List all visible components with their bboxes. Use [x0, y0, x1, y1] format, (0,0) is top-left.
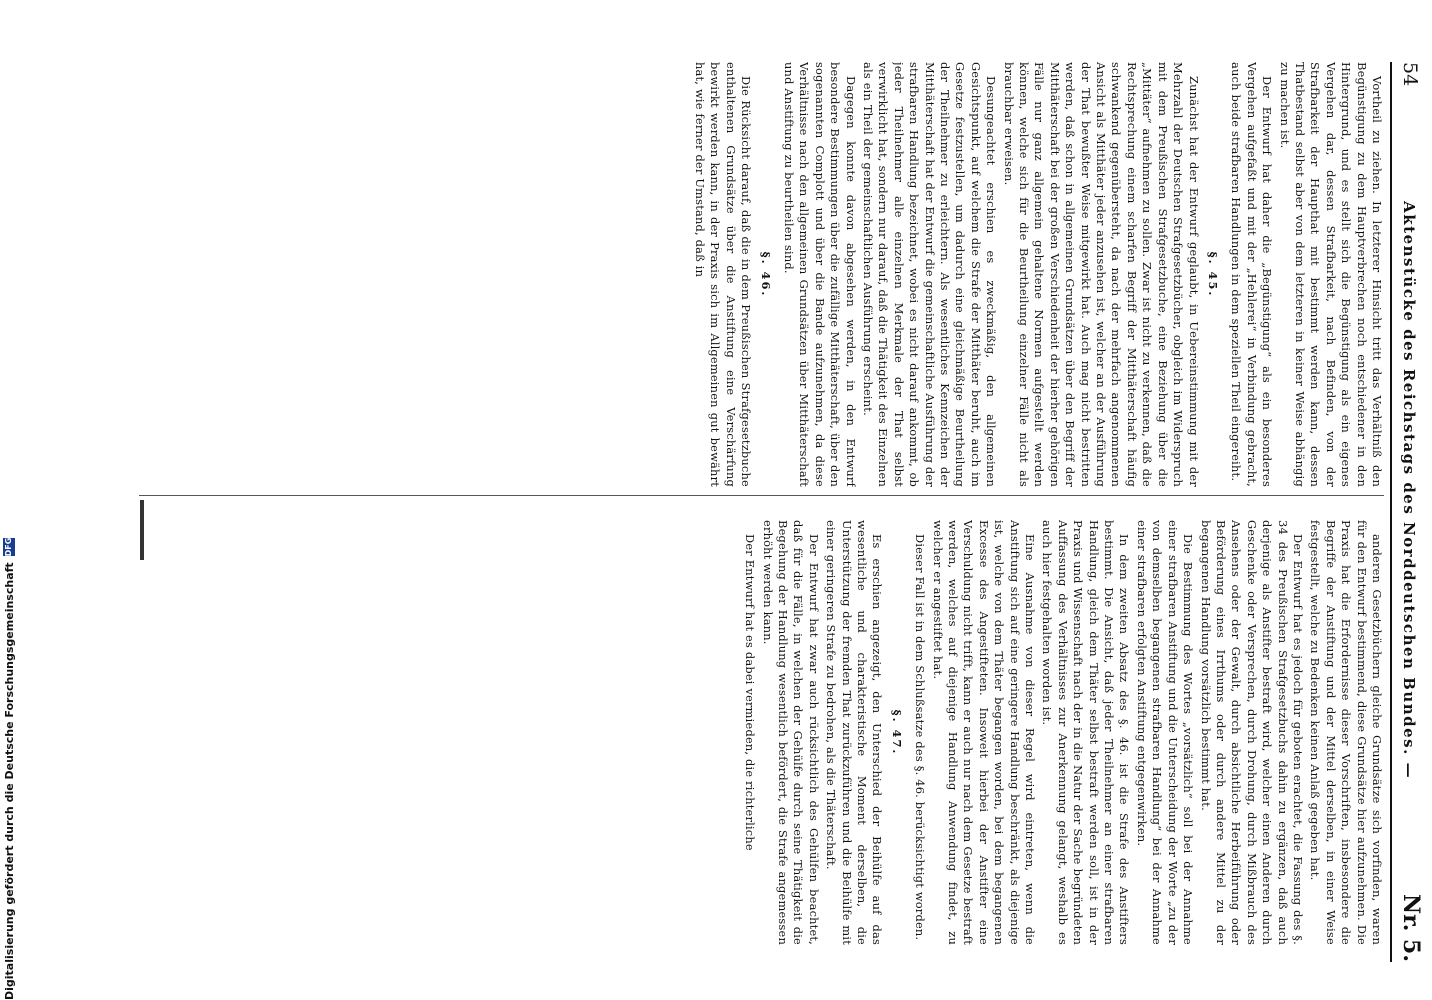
paragraph: Der Entwurf hat es dabei vermieden, die richterliche [743, 534, 758, 851]
right-column [109, 520, 1384, 945]
running-title-text: Aktenstücke des Reichstags des Norddeutschen Bundes. [1400, 201, 1418, 756]
paragraph: Dieser Fall ist in dem Schlußsatze des §. 46. berücksichtigt worden. [913, 534, 928, 941]
paragraph: Der Entwurf hat es jedoch für geboten erachtet, die Fassung des §. 34 des Preußischen Strafgesetzbuchs dahin zu ergänzen, daß auch derjenige als Anstifter bestraft wird, welcher einen Anderen durch Geschenke oder Versprechen, durch Drohung, durch Mißbrauch des Ansehens oder der Gewalt, durch absichtliche Herbeiführung oder Beförderung eines Irrthums oder durch andere Mittel zu der begangenen Handlung vorsätzlich bestimmt hat. [1198, 520, 1305, 945]
section-heading: §. 47. [889, 709, 904, 756]
paragraph: Dagegen konnte davon abgesehen werden, in den Entwurf besondere Bestimmungen über die zufällige Mitthäterschaft, über den sogenannten Complott und über die Bande aufzunehmen, da diese Verhältnisse nach den allgemeinen Grundsätzen über Mitthäterschaft und Anstiftung zu beurtheilen sind. [781, 62, 858, 487]
title-dash: — [1400, 762, 1418, 780]
paragraph: Vortheil zu ziehen. In letzterer Hinsicht tritt das Verhältniß den Begünstigung zu dem Hauptverbrechen noch entschiedener in den Hintergrund, und es stellt sich die Begünstigung als ein eigenes Vergehen dar, dessen Strafbarkeit, nach Befinden, von der Strafbarkeit der Haupthat mit bestimmt werden kann, dessen Thatbestand selbst aber von dem letzteren in keiner Weise abhängig zu machen ist. [1277, 62, 1384, 487]
paragraph: Es erschien angezeigt, den Unterschied der Beihülfe auf das wesentliche und charakteristische Moment derselben, die Unterstützung der fremden That zurückzuführen und die Beihülfe mit einer geringeren Strafe zu bedrohen, als die Thäterschaft. [824, 520, 885, 945]
section-heading: §. 46. [758, 251, 773, 298]
paragraph: Eine Ausnahme von dieser Regel wird eintreten, wenn die Anstiftung sich auf eine geringere Handlung beschränkt, als diejenige ist, welche von dem Thäter begangen worden, bei dem begangenen Excesse des Angestifteten. Insoweit hierbei der Anstifter eine Verschuldung nicht trifft, kann er auch nur nach dem Gesetze bestraft werden, welches auf diejenige Handlung Anwendung findet, zu welcher er angestiftet hat. [930, 520, 1038, 945]
running-title [1400, 201, 1418, 779]
paragraph: Die Bestimmung des Wortes „vorsätzlich“ soll bei der Annahme einer strafbaren Anstiftung und die Unterscheidung der Worte „zu der von demselben begangenen strafbaren Handlung“ bei der Annahme einer strafbaren erfolgten Anstiftung entgegenwirken. [1134, 520, 1196, 945]
header-rule [1390, 62, 1392, 962]
paragraph: In dem zweiten Absatz des §. 46. ist die Strafe des Anstifters bestimmt. Die Ansicht, daß jeder Theilnehmer an einer strafbaren Handlung, gleich dem Thäter selbst bestraft werden soll, ist in der Praxis und Wissenschaft nach der in die Natur der Sache begründeten Auffassung des Verhältnisses zur Anerkennung gelangt, weshalb es auch hier festgehalten worden ist. [1040, 520, 1132, 945]
paragraph: Desungeachtet erschien es zweckmäßig, den allgemeinen Gesichtspunkt, auf welchem die Strafe der Mitthäter beruht, auch im Gesetze festzustellen, um dadurch eine gleichmäßige Beurtheilung der Theilnehmer zu erleichtern. Als wesentliches Kennzeichen der Mitthäterschaft hat der Entwurf die gemeinschaftliche Ausführung der strafbaren Handlung bezeichnet, wobei es nicht darauf ankommt, ob jeder Theilnehmer alle einzelnen Merkmale der That selbst verwirklicht hat, sondern nur darauf, daß die Thätigkeit des Einzelnen als ein Theil der gemeinschaftlichen Ausführung erscheint. [861, 62, 999, 487]
paragraph: Zunächst hat der Entwurf geglaubt, in Uebereinstimmung mit der Mehrzahl der Deutschen Strafgesetzbücher, obgleich im Widerspruch mit dem Preußischen Strafgesetzbuche, eine Beziehung über die „Mittäter“ aufnehmen zu sollen. Zwar ist nicht zu verkennen, daß die Rechtsprechung einem scharfen Begriff der Mitthäterschaft häufig schwankend gegenübersteht, da nach der mehrfach angenommenen Ansicht als Mitthäter jeder anzusehen ist, welcher an der Ausführung der That bewußter Weise mitgewirkt hat. Auch mag nicht bestritten werden, daß schon in allgemeinen Grundsätzen über den Begriff der Mitthäterschaft bei der großen Verschiedenheit der hierher gehörigen Fälle nur ganz allgemein gehaltene Normen aufgestellt werden können, welche sich für die Beurtheilung einzelner Fälle nicht als brauchbar erweisen. [1001, 62, 1201, 487]
paragraph: Die Rücksicht darauf, daß die in dem Preußischen Strafgesetzbuche enthaltenen Grundsätze über die Anstiftung eine Verschärfung bewirkt werden kann, in der Praxis sich im Allgemeinen gut bewährt hat, wie ferner der Umstand, daß in [692, 62, 754, 487]
footer-mark [140, 500, 144, 560]
page-number: 54 [1399, 62, 1421, 87]
digitization-credit [2, 537, 16, 1000]
paragraph: Der Entwurf hat daher die „Begünstigung“ als ein besonderes Vergehen aufgefaßt und mit der „Hehlerei“ in Verbindung gebracht, auch beide strafbaren Handlungen in dem speziellen Theil eingereiht. [1229, 62, 1275, 487]
paragraph: Der Entwurf hat zwar auch rücksichtlich des Gehülfen beachtet, daß für die Fälle, in welchen der Gehülfe durch seine Thätigkeit die Begehung der Handlung wesentlich befördert, die Strafe angemessen erhöht werden kann. [760, 520, 821, 945]
section-heading: §. 45. [1205, 251, 1220, 298]
paragraph: anderen Gesetzbüchern gleiche Grundsätze sich vorfinden, waren für den Entwurf bestimmend, diese Grundsätze hier aufzunehmen. Die Praxis hat die Erfordernisse dieser Vorschriften, insbesondere die Begriffe der Anstiftung und der Mittel derselben, in einer Weise festgestellt, welche zu Bedenken keinen Anlaß gegeben hat. [1308, 520, 1384, 945]
page-header [1394, 62, 1424, 962]
document-page [132, 0, 1432, 1000]
column-divider [139, 495, 1384, 496]
credit-text: Digitalisierung gefördert durch die Deutsche Forschungsgemeinschaft [2, 562, 16, 1000]
left-column [109, 62, 1384, 487]
dfg-logo: DFG [4, 537, 13, 557]
document-number: Nr. 5. [1398, 894, 1424, 962]
